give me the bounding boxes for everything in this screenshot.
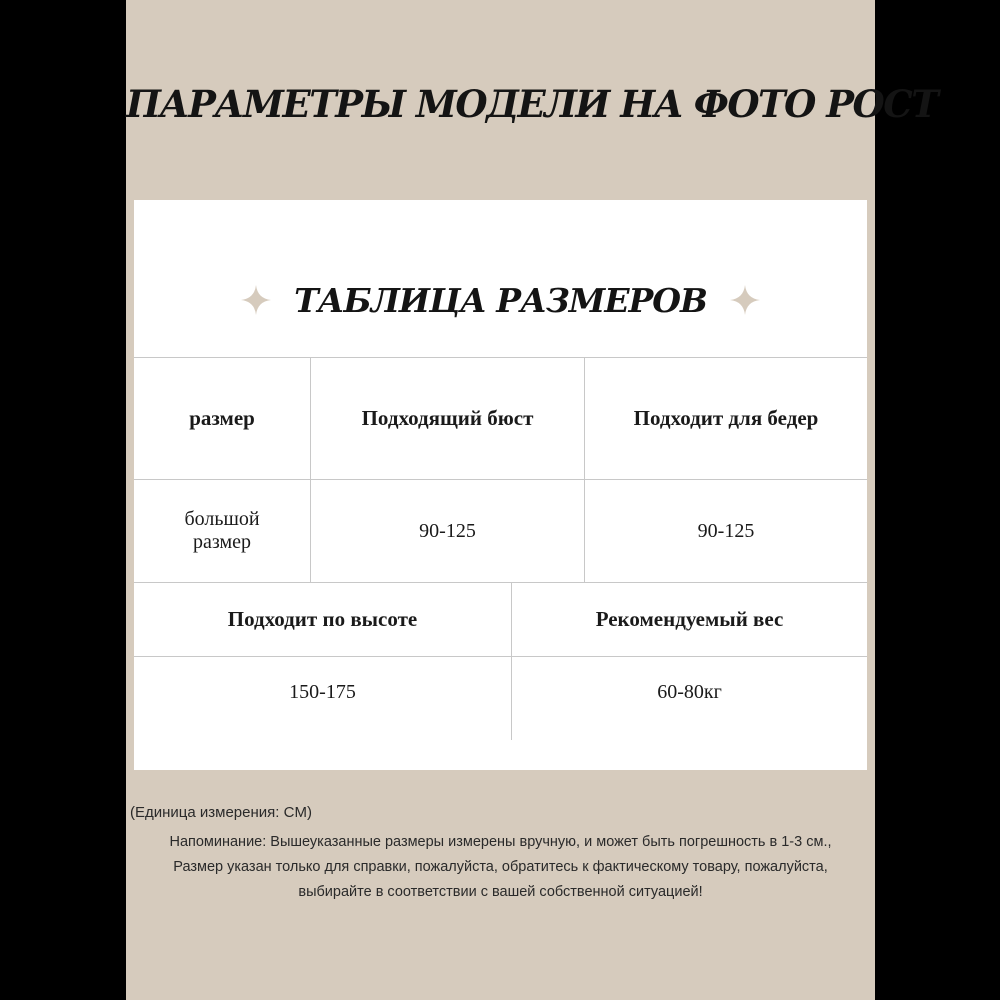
value-weight: 60-80кг [657, 680, 722, 703]
table-title-row [126, 270, 875, 330]
header-hips: Подходит для бедер [633, 406, 819, 430]
sparkle-icon [240, 284, 272, 316]
product-panel [126, 0, 938, 1000]
unit-note: (Единица измерения: CM) [130, 804, 312, 821]
table-title: ТАБЛИЦА РАЗМЕРОВ [294, 280, 707, 320]
value-size: большой размер [184, 508, 260, 553]
page-title: ПАРАМЕТРЫ МОДЕЛИ НА ФОТО РОСТ [126, 82, 938, 126]
reminder-note-line-2: Размер указан только для справки, пожалуйста, обратитесь к фактическому товару, пожалуйста, [173, 859, 828, 875]
value-bust: 90-125 [419, 519, 476, 542]
value-hips: 90-125 [697, 519, 755, 542]
header-weight: Рекомендуемый вес [595, 607, 784, 631]
header-size: размер [189, 406, 255, 430]
value-height: 150-175 [289, 680, 356, 703]
header-height: Подходит по высоте [227, 607, 418, 631]
reminder-note-line-3: выбирайте в соответствии с вашей собственной ситуацией! [298, 884, 703, 900]
header-bust: Подходящий бюст [361, 406, 534, 430]
sparkle-icon [729, 284, 761, 316]
reminder-note-line-1: Напоминание: Вышеуказанные размеры измерены вручную, и может быть погрешность в 1-3 см., [169, 834, 832, 850]
